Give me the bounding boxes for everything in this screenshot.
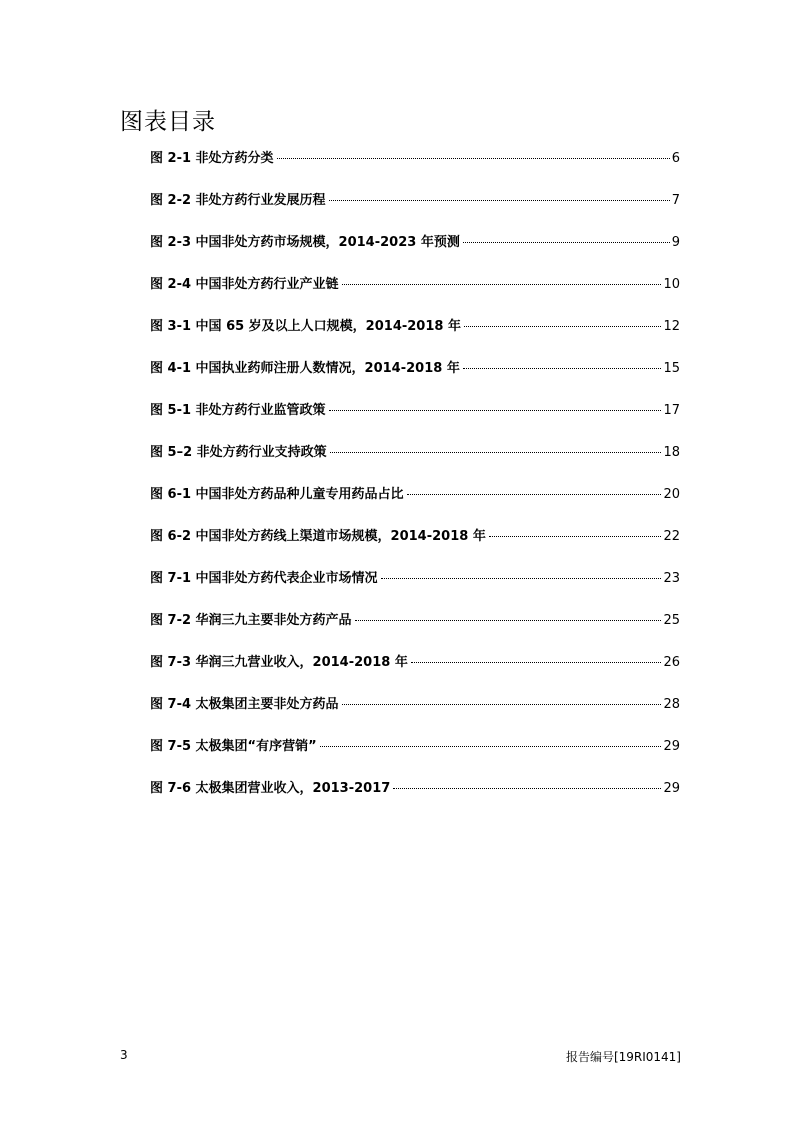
toc-leader-dots (407, 494, 662, 495)
toc-entry-page: 20 (663, 487, 680, 502)
toc-entry[interactable] (150, 778, 680, 820)
footer-page-number: 3 (120, 1048, 128, 1062)
toc-entry-page: 9 (671, 235, 680, 250)
toc-entry-label: 图 7-2 华润三九主要非处方药产品 (150, 613, 352, 628)
toc-entry-label: 图 2-2 非处方药行业发展历程 (150, 193, 326, 208)
toc-entry[interactable] (150, 736, 680, 778)
footer-report-id: 报告编号[19RI0141] (565, 1050, 681, 1064)
toc-entry-page: 26 (663, 655, 680, 670)
toc-entry-label: 图 5-1 非处方药行业监管政策 (150, 403, 326, 418)
toc-entry[interactable] (150, 610, 680, 652)
toc-entry-label: 图 2-4 中国非处方药行业产业链 (150, 277, 339, 292)
toc-entry-label: 图 4-1 中国执业药师注册人数情况，2014-2018 年 (150, 361, 460, 376)
toc-entry-label: 图 6-2 中国非处方药线上渠道市场规模，2014-2018 年 (150, 529, 486, 544)
toc-entry[interactable] (150, 694, 680, 736)
toc-entry-label: 图 7-5 太极集团“有序营销” (150, 739, 317, 754)
page-title: 图表目录 (120, 109, 216, 135)
toc-entry[interactable] (150, 190, 680, 232)
toc-entry[interactable] (150, 358, 680, 400)
toc-entry-label: 图 5–2 非处方药行业支持政策 (150, 445, 327, 460)
toc-entry[interactable] (150, 148, 680, 190)
toc-entry-page: 22 (663, 529, 680, 544)
toc-entry[interactable] (150, 568, 680, 610)
toc-entry-label: 图 2-3 中国非处方药市场规模，2014-2023 年预测 (150, 235, 460, 250)
toc-entry-page: 29 (663, 739, 680, 754)
toc-leader-dots (329, 410, 662, 411)
toc-leader-dots (330, 452, 662, 453)
toc-leader-dots (464, 326, 661, 327)
toc-entry-page: 29 (663, 781, 680, 796)
toc-entry[interactable] (150, 526, 680, 568)
toc-entry-page: 7 (671, 193, 680, 208)
toc-entry-page: 25 (663, 613, 680, 628)
toc-entry[interactable] (150, 274, 680, 316)
toc-entry-label: 图 7-1 中国非处方药代表企业市场情况 (150, 571, 378, 586)
toc-leader-dots (329, 200, 670, 201)
toc-leader-dots (463, 242, 670, 243)
toc-entry[interactable] (150, 652, 680, 694)
toc-entry-label: 图 7-6 太极集团营业收入，2013-2017 (150, 781, 391, 796)
toc-leader-dots (381, 578, 662, 579)
table-of-figures (150, 148, 680, 820)
toc-leader-dots (342, 284, 662, 285)
toc-entry-page: 17 (663, 403, 680, 418)
toc-leader-dots (320, 746, 662, 747)
toc-leader-dots (411, 662, 662, 663)
toc-entry-page: 10 (663, 277, 680, 292)
toc-leader-dots (489, 536, 662, 537)
toc-entry[interactable] (150, 484, 680, 526)
toc-entry[interactable] (150, 232, 680, 274)
toc-entry-label: 图 2-1 非处方药分类 (150, 151, 274, 166)
toc-entry-label: 图 7-3 华润三九营业收入，2014-2018 年 (150, 655, 408, 670)
toc-entry[interactable] (150, 316, 680, 358)
toc-leader-dots (342, 704, 662, 705)
toc-entry-page: 15 (663, 361, 680, 376)
toc-leader-dots (393, 788, 661, 789)
toc-entry[interactable] (150, 442, 680, 484)
toc-leader-dots (355, 620, 662, 621)
toc-entry-page: 18 (663, 445, 680, 460)
toc-entry-page: 23 (663, 571, 680, 586)
toc-leader-dots (277, 158, 670, 159)
toc-entry-label: 图 6-1 中国非处方药品种儿童专用药品占比 (150, 487, 404, 502)
toc-entry[interactable] (150, 400, 680, 442)
toc-entry-page: 28 (663, 697, 680, 712)
toc-leader-dots (463, 368, 662, 369)
toc-entry-page: 12 (663, 319, 680, 334)
toc-entry-page: 6 (671, 151, 680, 166)
toc-entry-label: 图 7-4 太极集团主要非处方药品 (150, 697, 339, 712)
toc-entry-label: 图 3-1 中国 65 岁及以上人口规模，2014-2018 年 (150, 319, 461, 334)
